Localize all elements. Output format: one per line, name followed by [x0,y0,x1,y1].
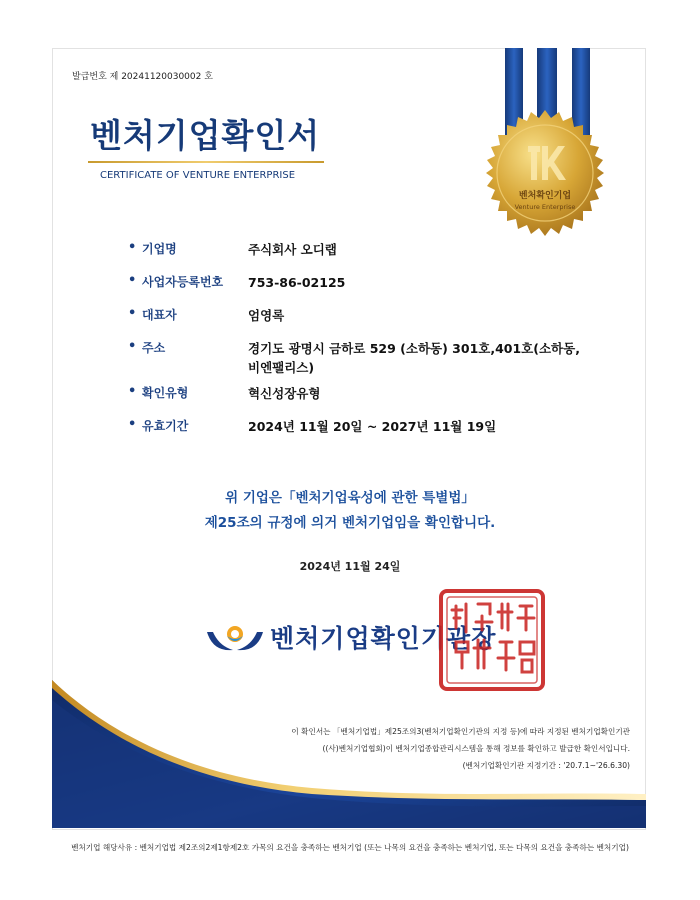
field-label: 사업자등록번호 [142,275,224,289]
bullet-icon: • [128,417,137,432]
field-value: 주식회사 오디랩 [248,242,337,257]
footer-note-line-2: ((사)벤처기업협회)이 벤처기업종합관리시스템을 통해 정보를 확인하고 발급한 확인서입니다. [322,744,630,753]
bullet-icon: • [128,384,137,399]
medal-emblem-text: 벤처확인기업 [518,191,572,201]
field-value: 경기도 광명시 금하로 529 (소하동) 301호,401호(소하동, 비엔팰리스) [248,341,580,375]
footer-wave-decoration [52,680,646,828]
venture-medal-icon [480,108,610,238]
field-label: 기업명 [142,242,177,256]
certificate-title: 벤처기업확인서 [90,116,321,155]
field-value: 753-86-02125 [248,275,346,290]
bullet-icon: • [128,273,137,288]
issue-date: 2024년 11월 24일 [299,560,401,573]
declaration-line-1: 위 기업은「벤처기업육성에 관한 특별법」 [225,490,475,506]
bullet-icon: • [128,306,137,321]
field-value: 2024년 11월 20일 ~ 2027년 11월 19일 [248,419,497,434]
field-label: 확인유형 [142,386,189,400]
bullet-icon: • [128,339,137,354]
venture-logo-icon [205,622,265,654]
issuer-name: 벤처기업확인기관장 [270,624,497,653]
official-seal-icon [438,588,546,692]
medal-emblem-sub: Venture Enterprise [514,203,576,211]
field-label: 대표자 [142,308,177,322]
certificate-subtitle: CERTIFICATE OF VENTURE ENTERPRISE [100,170,296,181]
field-label: 주소 [142,341,166,355]
issue-number: 발급번호 제 20241120030002 호 [72,72,213,82]
declaration-line-2: 제25조의 규정에 의거 벤처기업임을 확인합니다. [204,515,496,531]
field-value: 엄영록 [248,308,285,323]
bullet-icon: • [128,240,137,255]
title-underline [88,161,324,163]
footer-note-line-3: (벤처기업확인기관 지정기간 : '20.7.1~'26.6.30) [462,761,630,770]
field-label: 유효기간 [142,419,189,433]
footer-note-line-1: 이 확인서는 「벤처기업법」제25조의3(벤처기업확인기관의 지정 등)에 따라 지정된 벤처기업확인기관 [291,727,630,736]
field-value: 혁신성장유형 [248,386,321,401]
venture-eligibility-note: 벤처기업 해당사유 : 벤처기업법 제2조의2제1항제2호 가목의 요건을 충족하는 벤처기업 (또는 나목의 요건을 충족하는 벤처기업, 또는 다목의 요건을 충족하는 벤처기업) [71,843,629,852]
